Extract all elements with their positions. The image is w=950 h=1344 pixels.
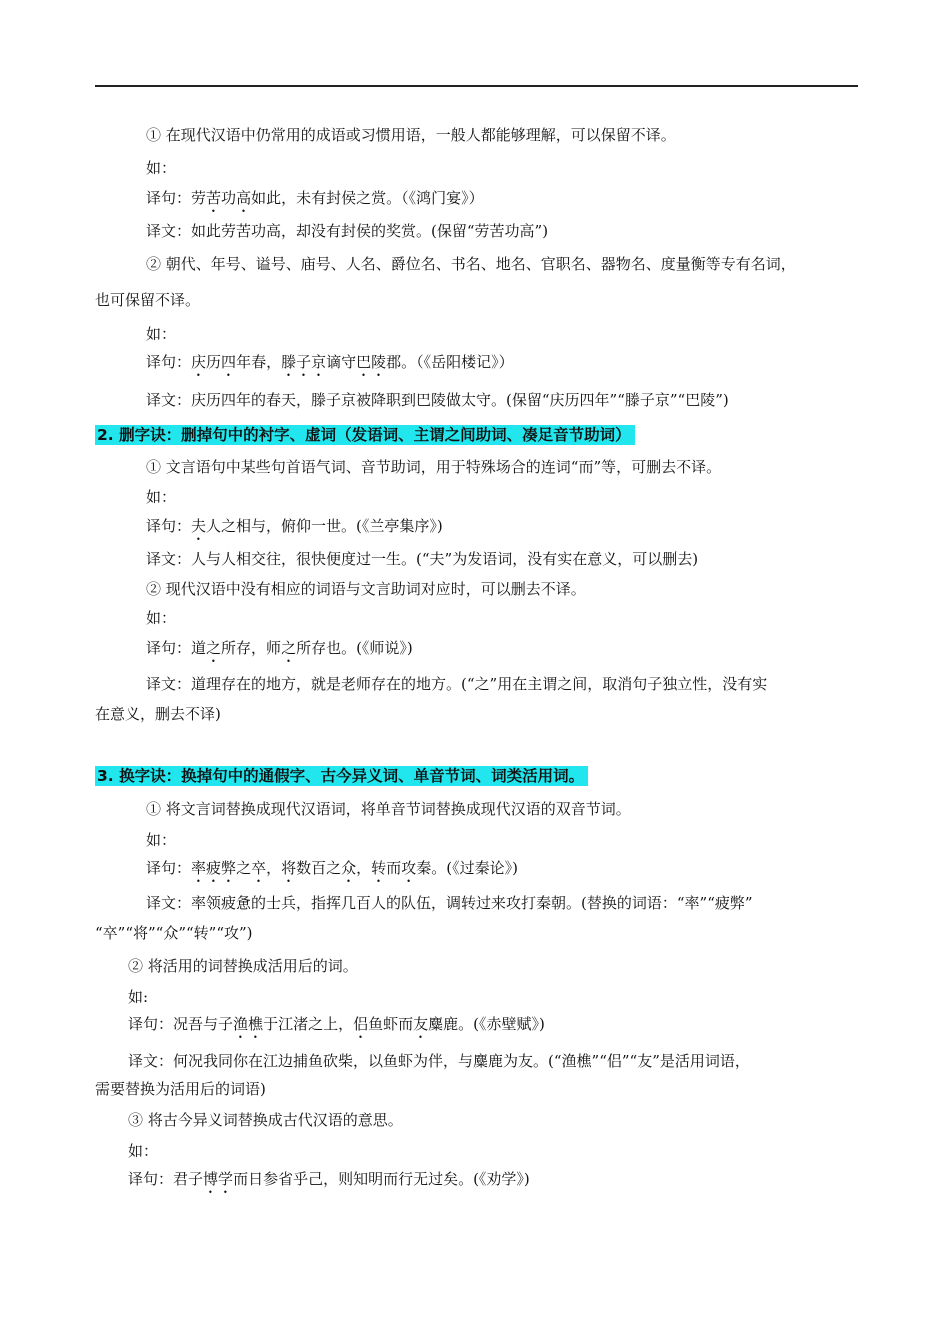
emphasized-word: 苦 <box>206 189 222 207</box>
example-text: 功 <box>221 189 237 207</box>
example-text: 郡。（《岳阳楼记》） <box>386 353 514 371</box>
text-line: 如： <box>146 831 177 849</box>
text-line: 也可保留不译。 <box>95 291 201 309</box>
text-line: 如： <box>146 325 177 343</box>
text-line: ③ 将古今异义词替换成古代汉语的意思。 <box>128 1111 403 1129</box>
example-text: 况吾与子 <box>173 1015 234 1033</box>
section-heading-2: 2. 删字诀：删掉句中的衬字、虚词（发语词、主谓之间助词、凑足音节助词） <box>95 425 635 445</box>
example-text: 秦。(《过秦论》) <box>416 859 518 877</box>
example-text: 谪守 <box>326 353 357 371</box>
emphasized-word: 京 <box>311 353 327 371</box>
header-rule <box>95 85 858 87</box>
text-line: 如： <box>146 488 177 506</box>
example-prefix: 译句： <box>128 1015 174 1033</box>
example-sentence <box>146 515 443 544</box>
text-line: ② 现代汉语中没有相应的词语与文言助词对应时，可以删去不译。 <box>146 580 586 598</box>
text-line: 译文：何况我同你在江边捕鱼砍柴，以鱼虾为伴，与麋鹿为友。(“渔樵”“侣”“友”是活用词语， <box>128 1052 750 1070</box>
emphasized-word: 子 <box>296 353 312 371</box>
example-sentence <box>128 1013 545 1042</box>
example-prefix: 译句： <box>146 353 192 371</box>
text-line: ② 朝代、年号、谥号、庙号、人名、爵位名、书名、地名、官职名、器物名、度量衡等专有名词， <box>146 255 796 273</box>
text-line: 如： <box>146 159 177 177</box>
text-line: ② 将活用的词替换成活用后的词。 <box>128 957 358 975</box>
example-text: 而日参省乎己，则知明而行无过矣。(《劝学》) <box>233 1170 530 1188</box>
text-line: ① 文言语句中某些句首语气词、音节助词，用于特殊场合的连词“而”等，可删去不译。 <box>146 458 722 476</box>
example-text: 劳 <box>191 189 207 207</box>
emphasized-word: 渔 <box>233 1015 249 1033</box>
text-line: 译文：人与人相交往，很快便度过一生。(“夫”为发语词，没有实在意义，可以删去) <box>146 550 699 568</box>
text-line: 如: <box>128 988 149 1006</box>
text-line: 译文：率领疲惫的士兵，指挥几百人的队伍，调转过来攻打秦朝。(替换的词语：“率”“疲弊” <box>146 894 753 912</box>
emphasized-word: 之 <box>206 639 222 657</box>
emphasized-word: 率 <box>191 859 207 877</box>
example-text: 所存，师 <box>221 639 282 657</box>
emphasized-word: 转 <box>371 859 387 877</box>
emphasized-word: 之 <box>281 639 297 657</box>
emphasized-word: 陵 <box>371 353 387 371</box>
emphasized-word: 学 <box>218 1170 234 1188</box>
emphasized-word: 博 <box>203 1170 219 1188</box>
example-text: 如此，未有封侯之赏。（《鸿门宴》） <box>251 189 484 207</box>
emphasized-word: 侣 <box>353 1015 369 1033</box>
text-line: 需要替换为活用后的词语) <box>95 1080 266 1098</box>
text-line: 译文：如此劳苦功高，却没有封侯的奖赏。(保留“劳苦功高”) <box>146 222 549 240</box>
emphasized-word: 滕 <box>281 353 297 371</box>
emphasized-word: 友 <box>413 1015 429 1033</box>
example-text: 数百之 <box>296 859 342 877</box>
emphasized-word: 卒 <box>251 859 267 877</box>
example-prefix: 译句： <box>146 189 192 207</box>
example-sentence <box>146 351 514 380</box>
example-text: 于江渚之上， <box>263 1015 354 1033</box>
section-heading-3: 3. 换字诀：换掉句中的通假字、古今异义词、单音节词、词类活用词。 <box>95 766 588 786</box>
emphasized-word: 庆 <box>191 353 207 371</box>
example-prefix: 译句： <box>146 639 192 657</box>
emphasized-word: 巴 <box>356 353 372 371</box>
emphasized-word: 樵 <box>248 1015 264 1033</box>
text-line: 译文：庆历四年的春天，滕子京被降职到巴陵做太守。(保留“庆历四年”“滕子京”“巴陵”) <box>146 391 729 409</box>
example-text: 之 <box>236 859 252 877</box>
example-text: 人之相与，俯仰一世。(《兰亭集序》) <box>206 517 443 535</box>
emphasized-word: 弊 <box>221 859 237 877</box>
example-prefix: 译句： <box>146 859 192 877</box>
example-text: ， <box>266 859 282 877</box>
example-text: 历 <box>206 353 222 371</box>
text-line: 在意义，删去不译) <box>95 705 221 723</box>
example-text: 君子 <box>173 1170 204 1188</box>
emphasized-word: 众 <box>341 859 357 877</box>
example-text: ， <box>356 859 372 877</box>
example-text: 麋鹿。(《赤壁赋》) <box>428 1015 545 1033</box>
text-line: 译文：道理存在的地方，就是老师存在的地方。(“之”用在主谓之间，取消句子独立性，没有实 <box>146 675 768 693</box>
text-line: ① 将文言词替换成现代汉语词，将单音节词替换成现代汉语的双音节词。 <box>146 800 631 818</box>
example-sentence <box>146 187 484 216</box>
example-sentence <box>128 1168 530 1197</box>
example-sentence <box>146 857 518 886</box>
example-text: 年春， <box>236 353 282 371</box>
emphasized-word: 疲 <box>206 859 222 877</box>
text-line: “卒”“将”“众”“转”“攻”) <box>95 924 253 942</box>
text-line: 如： <box>128 1142 159 1160</box>
emphasized-word: 攻 <box>401 859 417 877</box>
emphasized-word: 高 <box>236 189 252 207</box>
example-text: 鱼虾而 <box>368 1015 414 1033</box>
text-line: ① 在现代汉语中仍常用的成语或习惯用语，一般人都能够理解，可以保留不译。 <box>146 126 676 144</box>
example-text: 而 <box>386 859 402 877</box>
example-prefix: 译句： <box>146 517 192 535</box>
emphasized-word: 将 <box>281 859 297 877</box>
emphasized-word: 夫 <box>191 517 207 535</box>
text-line: 如： <box>146 609 177 627</box>
example-text: 所存也。(《师说》) <box>296 639 413 657</box>
example-prefix: 译句： <box>128 1170 174 1188</box>
example-sentence <box>146 637 413 666</box>
example-text: 道 <box>191 639 207 657</box>
emphasized-word: 四 <box>221 353 237 371</box>
